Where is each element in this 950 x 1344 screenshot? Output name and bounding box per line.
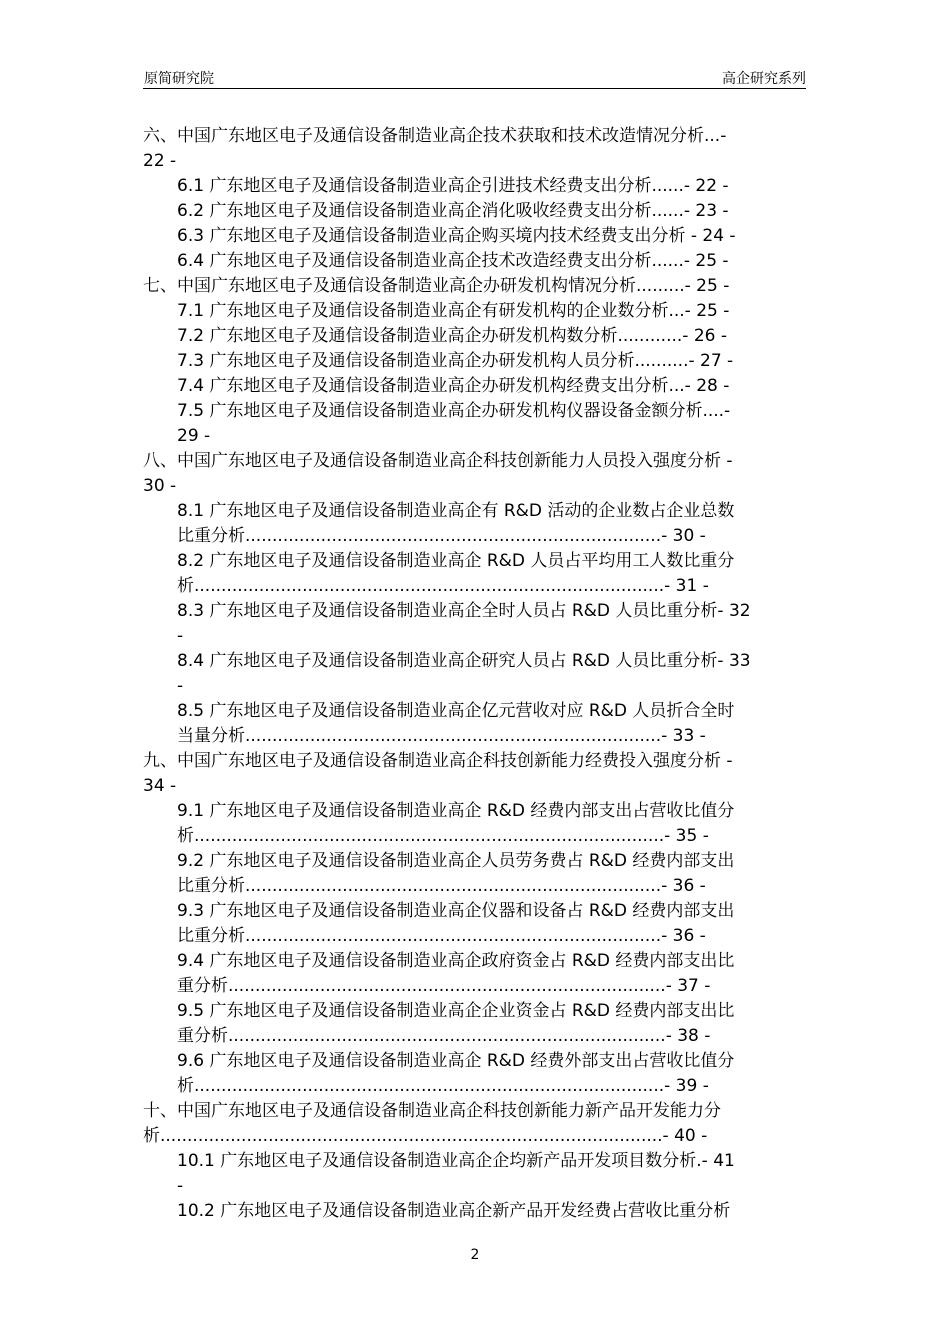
- toc-entry-line: 七、中国广东地区电子及通信设备制造业高企办研发机构情况分析.........- 25 -: [143, 276, 730, 296]
- toc-section-entry[interactable]: [143, 899, 806, 949]
- toc-entry-line: 十、中国广东地区电子及通信设备制造业高企科技创新能力新产品开发能力分: [143, 1101, 721, 1121]
- toc-section-entry[interactable]: [143, 399, 806, 449]
- toc-entry-line: 9.5 广东地区电子及通信设备制造业高企企业资金占 R&D 经费内部支出比: [177, 1001, 735, 1021]
- toc-section-entry[interactable]: [143, 349, 806, 374]
- toc-entry-line: 6.2 广东地区电子及通信设备制造业高企消化吸收经费支出分析......- 23 -: [177, 201, 729, 221]
- toc-entry-line: 析.......................................................................................- 39 -: [177, 1076, 709, 1096]
- toc-entry-line: 析.......................................................................................- 35 -: [177, 826, 709, 846]
- toc-entry-line: 30 -: [143, 476, 177, 496]
- toc-section-entry[interactable]: [143, 799, 806, 849]
- toc-entry-line: 10.1 广东地区电子及通信设备制造业高企企均新产品开发项目数分析.- 41: [177, 1151, 735, 1171]
- toc-entry-line: 8.2 广东地区电子及通信设备制造业高企 R&D 人员占平均用工人数比重分: [177, 551, 735, 571]
- table-of-contents: [143, 124, 806, 1224]
- toc-entry-line: 10.2 广东地区电子及通信设备制造业高企新产品开发经费占营收比重分析: [177, 1201, 731, 1221]
- toc-entry-line: 8.1 广东地区电子及通信设备制造业高企有 R&D 活动的企业数占企业总数: [177, 501, 735, 521]
- toc-chapter-entry[interactable]: [143, 124, 806, 174]
- toc-entry-line: 9.3 广东地区电子及通信设备制造业高企仪器和设备占 R&D 经费内部支出: [177, 901, 735, 921]
- toc-entry-line: 34 -: [143, 776, 177, 796]
- toc-entry-line: -: [177, 1176, 184, 1196]
- toc-entry-line: 九、中国广东地区电子及通信设备制造业高企科技创新能力经费投入强度分析 -: [143, 751, 733, 771]
- toc-entry-line: 比重分析.............................................................................- 36 -: [177, 926, 706, 946]
- toc-entry-line: 6.1 广东地区电子及通信设备制造业高企引进技术经费支出分析......- 22 -: [177, 176, 729, 196]
- toc-entry-line: 9.6 广东地区电子及通信设备制造业高企 R&D 经费外部支出占营收比值分: [177, 1051, 735, 1071]
- toc-section-entry[interactable]: [143, 1149, 806, 1199]
- toc-section-entry[interactable]: [143, 174, 806, 199]
- toc-entry-line: 重分析.................................................................................- 38 -: [177, 1026, 711, 1046]
- toc-section-entry[interactable]: [143, 599, 806, 649]
- toc-entry-line: 比重分析.............................................................................- 36 -: [177, 876, 706, 896]
- toc-entry-line: 六、中国广东地区电子及通信设备制造业高企技术获取和技术改造情况分析...-: [143, 126, 727, 146]
- toc-chapter-entry[interactable]: [143, 749, 806, 799]
- toc-entry-line: -: [177, 626, 184, 646]
- toc-section-entry[interactable]: [143, 299, 806, 324]
- toc-section-entry[interactable]: [143, 1199, 806, 1224]
- toc-chapter-entry[interactable]: [143, 449, 806, 499]
- toc-entry-line: -: [177, 676, 184, 696]
- toc-entry-line: 8.3 广东地区电子及通信设备制造业高企全时人员占 R&D 人员比重分析- 32: [177, 601, 751, 621]
- toc-entry-line: 7.5 广东地区电子及通信设备制造业高企办研发机构仪器设备金额分析....-: [177, 401, 731, 421]
- page-number: 2: [470, 1247, 480, 1263]
- toc-entry-line: 29 -: [177, 426, 211, 446]
- toc-section-entry[interactable]: [143, 949, 806, 999]
- toc-entry-line: 八、中国广东地区电子及通信设备制造业高企科技创新能力人员投入强度分析 -: [143, 451, 733, 471]
- toc-entry-line: 重分析.................................................................................- 37 -: [177, 976, 711, 996]
- toc-entry-line: 8.4 广东地区电子及通信设备制造业高企研究人员占 R&D 人员比重分析- 33: [177, 651, 751, 671]
- toc-entry-line: 7.1 广东地区电子及通信设备制造业高企有研发机构的企业数分析...- 25 -: [177, 301, 730, 321]
- toc-section-entry[interactable]: [143, 324, 806, 349]
- toc-section-entry[interactable]: [143, 649, 806, 699]
- toc-chapter-entry[interactable]: [143, 274, 806, 299]
- toc-section-entry[interactable]: [143, 249, 806, 274]
- toc-entry-line: 9.2 广东地区电子及通信设备制造业高企人员劳务费占 R&D 经费内部支出: [177, 851, 735, 871]
- toc-entry-line: 当量分析.............................................................................- 33 -: [177, 726, 706, 746]
- toc-section-entry[interactable]: [143, 549, 806, 599]
- toc-entry-line: 9.1 广东地区电子及通信设备制造业高企 R&D 经费内部支出占营收比值分: [177, 801, 735, 821]
- toc-entry-line: 9.4 广东地区电子及通信设备制造业高企政府资金占 R&D 经费内部支出比: [177, 951, 735, 971]
- toc-section-entry[interactable]: [143, 224, 806, 249]
- toc-section-entry[interactable]: [143, 699, 806, 749]
- toc-section-entry[interactable]: [143, 1049, 806, 1099]
- header-org: 原简研究院: [144, 71, 214, 87]
- page-header: [143, 66, 806, 89]
- toc-entry-line: 析.............................................................................................- 40 -: [143, 1126, 708, 1146]
- toc-section-entry[interactable]: [143, 849, 806, 899]
- toc-entry-line: 比重分析.............................................................................- 30 -: [177, 526, 706, 546]
- toc-entry-line: 7.4 广东地区电子及通信设备制造业高企办研发机构经费支出分析...- 28 -: [177, 376, 730, 396]
- toc-entry-line: 析.......................................................................................- 31 -: [177, 576, 709, 596]
- toc-entry-line: 8.5 广东地区电子及通信设备制造业高企亿元营收对应 R&D 人员折合全时: [177, 701, 735, 721]
- toc-section-entry[interactable]: [143, 499, 806, 549]
- toc-section-entry[interactable]: [143, 374, 806, 399]
- toc-chapter-entry[interactable]: [143, 1099, 806, 1149]
- toc-section-entry[interactable]: [143, 999, 806, 1049]
- toc-entry-line: 22 -: [143, 151, 177, 171]
- toc-entry-line: 7.2 广东地区电子及通信设备制造业高企办研发机构数分析............- 26 -: [177, 326, 727, 346]
- toc-entry-line: 7.3 广东地区电子及通信设备制造业高企办研发机构人员分析..........- 27 -: [177, 351, 734, 371]
- toc-section-entry[interactable]: [143, 199, 806, 224]
- header-series: 高企研究系列: [722, 71, 806, 87]
- toc-entry-line: 6.4 广东地区电子及通信设备制造业高企技术改造经费支出分析......- 25 -: [177, 251, 729, 271]
- toc-entry-line: 6.3 广东地区电子及通信设备制造业高企购买境内技术经费支出分析 - 24 -: [177, 226, 736, 246]
